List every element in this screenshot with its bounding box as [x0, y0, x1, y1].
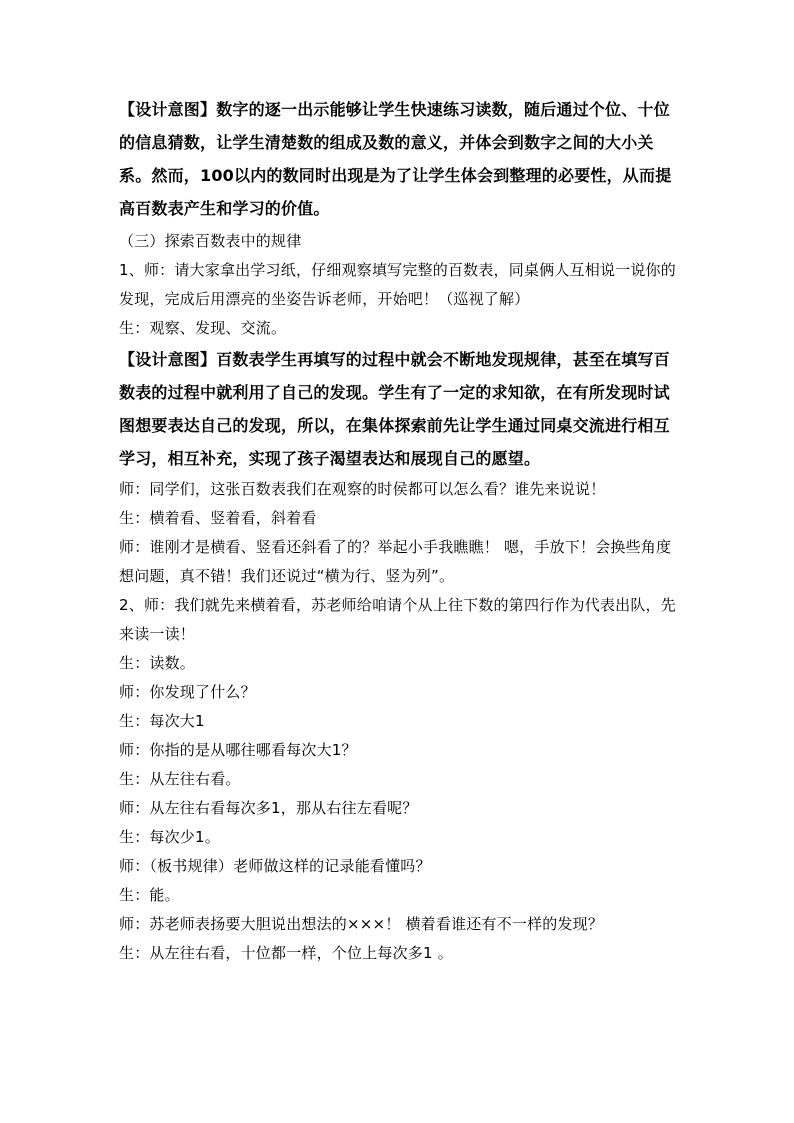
document-body: [119, 93, 679, 968]
section-heading: （三）探索百数表中的规律: [119, 232, 302, 250]
dialogue-line: 1、师：请大家拿出学习纸，仔细观察填写完整的百数表，同桌俩人互相说一说你的发现，完成后用漂亮的坐姿告诉老师，开始吧！（巡视了解）: [119, 261, 676, 308]
dialogue-line: 生：每次少1。: [119, 828, 220, 846]
dialogue-line: 师：你指的是从哪往哪看每次大1？: [119, 741, 357, 759]
dialogue-line: 生：从左往右看。: [119, 770, 241, 788]
dialogue-line: 2、师：我们就先来横着看，苏老师给咱请个从上往下数的第四行作为代表出队，先来读一读！: [119, 596, 676, 643]
dialogue-line: 师：同学们，这张百数表我们在观察的时侯都可以怎么看？谁先来说说！: [119, 480, 606, 498]
dialogue-line: 师：你发现了什么？: [119, 683, 256, 701]
dialogue-line: 生：读数。: [119, 654, 196, 672]
dialogue-line: 师：从左往右看每次多1，那从右往左看呢？: [119, 799, 418, 817]
dialogue-line: 生：每次大1: [119, 712, 205, 730]
dialogue-line: 师：谁刚才是横看、竖看还斜看了的？举起小手我瞧瞧！ 嗯，手放下！会换些角度想问题，真不错！我们还说过“横为行、竖为列”。: [119, 538, 672, 585]
dialogue-line: 师：（板书规律）老师做这样的记录能看懂吗？: [119, 857, 431, 875]
dialogue-line: 生：从左往右看，十位都一样，个位上每次多1 。: [119, 944, 453, 962]
dialogue-line: 生：横着看、竖着看，斜着看: [119, 509, 317, 527]
dialogue-line: 生：能。: [119, 886, 180, 904]
dialogue-line: 师：苏老师表扬要大胆说出想法的×××！ 横着看谁还有不一样的发现？: [119, 915, 604, 933]
design-intent-paragraph: 【设计意图】百数表学生再填写的过程中就会不断地发现规律，甚至在填写百数表的过程中就利用了自己的发现。学生有了一定的求知欲，在有所发现时试图想要表达自己的发现，所以，在集体探索前先让学生通过同桌交流进行相互学习，相互补充，实现了孩子渴望表达和展现自己的愿望。: [119, 350, 670, 468]
design-intent-paragraph: 【设计意图】数字的逐一出示能够让学生快速练习读数，随后通过个位、十位的信息猜数，让学生清楚数的组成及数的意义，并体会到数字之间的大小关系。然而，100以内的数同时出现是为了让学生体会到整理的必要性，从而提高百数表产生和学习的价值。: [119, 100, 672, 218]
dialogue-line: 生：观察、发现、交流。: [119, 319, 287, 337]
